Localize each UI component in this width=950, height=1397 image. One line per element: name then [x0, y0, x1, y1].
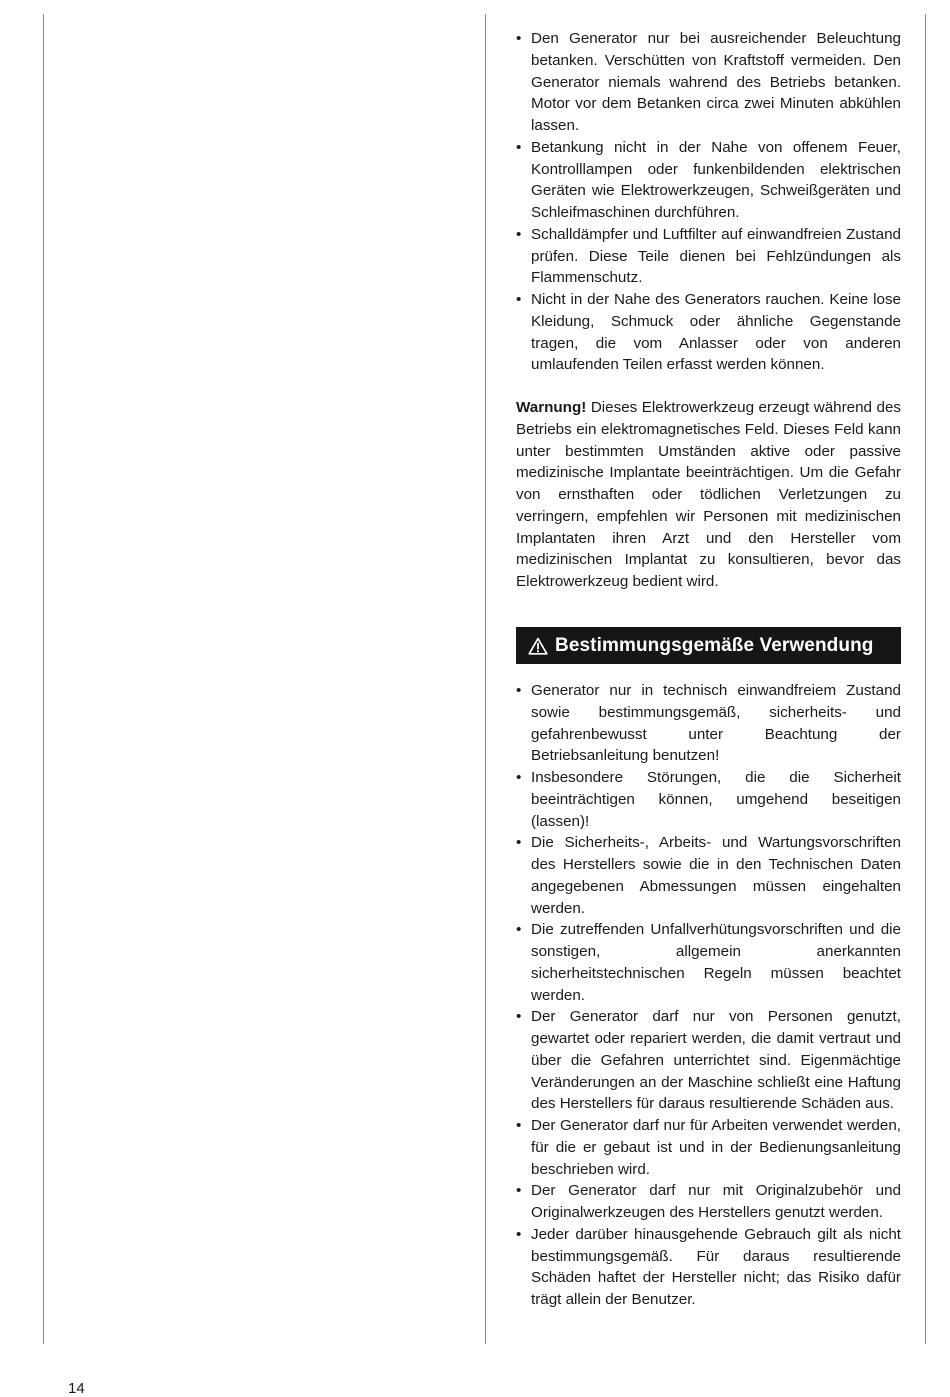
- list-item: • Der Generator darf nur für Arbeiten verwendet werden, für die er gebaut ist und in der Bedienungsanleitung beschrieben wird.: [516, 1115, 901, 1180]
- list-item: • Der Generator darf nur von Personen genutzt, gewartet oder repariert werden, die damit vertraut und über die Gefahren unterrichtet sind. Eigenmächtige Veränderungen an der Maschine schließt eine Haftung des Herstellers für daraus resultierende Schäden aus.: [516, 1006, 901, 1115]
- list-item: • Nicht in der Nahe des Generators rauchen. Keine lose Kleidung, Schmuck oder ähnliche Gegenstande tragen, die vom Anlasser oder von anderen umlaufenden Teilen erfasst werden können.: [516, 289, 901, 376]
- page-number: 14: [68, 1380, 85, 1397]
- list-item: • Die zutreffenden Unfallverhütungsvorschriften und die sonstigen, allgemein anerkannten sicherheitstechnischen Regeln müssen beachtet werden.: [516, 919, 901, 1006]
- list-item: • Der Generator darf nur mit Originalzubehör und Originalwerkzeugen des Herstellers genutzt werden.: [516, 1180, 901, 1224]
- warning-text: Dieses Elektrowerkzeug erzeugt während des Betriebs ein elektromagnetisches Feld. Dieses Feld kann unter bestimmten Umständen aktive oder passive medizinische Implantate beeinträchtigen. Um die Gefahr von ernsthaften oder tödlichen Verletzungen zu verringern, empfehlen wir Personen mit medizinischen Implantaten ihren Arzt und den Hersteller vom medizinischen Implantat zu konsultieren, bevor das Elektrowerkzeug bedient wird.: [516, 399, 901, 590]
- list-item: • Insbesondere Störungen, die die Sicherheit beeinträchtigen können, umgehend beseitigen (lassen)!: [516, 767, 901, 832]
- warning-paragraph: [516, 397, 901, 593]
- list-item: • Betankung nicht in der Nahe von offenem Feuer, Kontrolllampen oder funkenbildenden elektrischen Geräten wie Elektrowerkzeugen, Schweißgeräten und Schleifmaschinen durchführen.: [516, 137, 901, 224]
- left-column-rule: [43, 14, 44, 1344]
- intended-use-bullet-list: [516, 680, 901, 1311]
- list-item: • Jeder darüber hinausgehende Gebrauch gilt als nicht bestimmungsgemäß. Für daraus resultierende Schäden haftet der Hersteller nicht; das Risiko dafür trägt allein der Benutzer.: [516, 1224, 901, 1311]
- list-item: • Schalldämpfer und Luftfilter auf einwandfreien Zustand prüfen. Diese Teile dienen bei Fehlzündungen als Flammenschutz.: [516, 224, 901, 289]
- section-heading: [516, 627, 901, 664]
- right-column-rule: [925, 14, 926, 1344]
- list-item: • Den Generator nur bei ausreichender Beleuchtung betanken. Verschütten von Kraftstoff vermeiden. Den Generator niemals wahrend des Betriebs betanken. Motor vor dem Betanken circa zwei Minuten abkühlen lassen.: [516, 28, 901, 137]
- safety-bullet-list: [516, 28, 901, 376]
- section-title: Bestimmungsgemäße Verwendung: [555, 634, 874, 656]
- list-item: • Die Sicherheits-, Arbeits- und Wartungsvorschriften des Herstellers sowie die in den Technischen Daten angegebenen Abmessungen müssen eingehalten werden.: [516, 832, 901, 919]
- warning-label: Warnung!: [516, 399, 587, 416]
- warning-triangle-icon: [528, 637, 548, 655]
- list-item: • Generator nur in technisch einwandfreiem Zustand sowie bestimmungsgemäß, sicherheits- und gefahrenbewusst unter Beachtung der Betriebsanleitung benutzen!: [516, 680, 901, 767]
- middle-column-rule: [485, 14, 486, 1344]
